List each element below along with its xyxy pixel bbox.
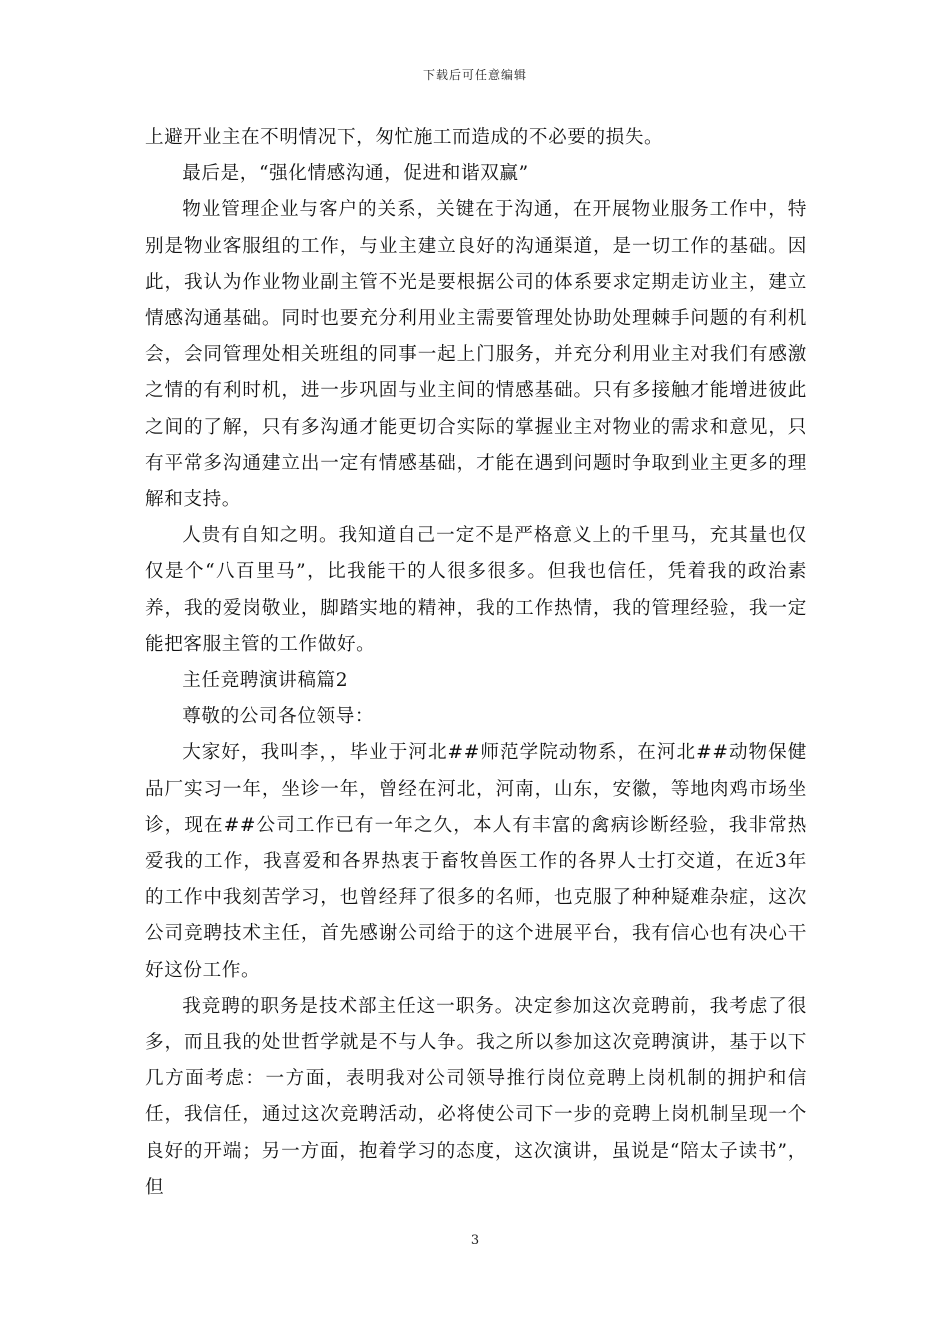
paragraph-8: 我竞聘的职务是技术部主任这一职务。决定参加这次竞聘前，我考虑了很多，而且我的处世哲学就是不与人争。我之所以参加这次竞聘演讲，基于以下几方面考虑：一方面，表明我对公司领导推行岗位竞聘上岗机制的拥护和信任，我信任，通过这次竞聘活动，必将使公司下一步的竞聘上岗机制呈现一个良好的开端；另一方面，抱着学习的态度，这次演讲，虽说是“陪太子读书”，但 (145, 995, 807, 1198)
section-heading: 主任竞聘演讲稿篇2 (182, 670, 349, 692)
salutation: 尊敬的公司各位领导： (182, 706, 375, 728)
paragraph-2: 最后是，“强化情感沟通，促进和谐双赢” (182, 163, 529, 185)
paragraph-4: 人贵有自知之明。我知道自己一定不是严格意义上的千里马，充其量也仅仅是个“八百里马”，比我能干的人很多很多。但我也信任，凭着我的政治素养，我的爱岗敬业，脚踏实地的精神，我的工作热情，我的管理经验，我一定能把客服主管的工作做好。 (145, 525, 807, 655)
page-number: 3 (470, 1233, 480, 1248)
document-body (145, 120, 807, 1206)
paragraph-3: 物业管理企业与客户的关系，关键在于沟通，在开展物业服务工作中，特别是物业客服组的工作，与业主建立良好的沟通渠道，是一切工作的基础。因此，我认为作业物业副主管不光是要根据公司的体系要求定期走访业主，建立情感沟通基础。同时也要充分利用业主需要管理处协助处理棘手问题的有利机会，会同管理处相关班组的同事一起上门服务，并充分利用业主对我们有感激之情的有利时机，进一步巩固与业主间的情感基础。只有多接触才能增进彼此之间的了解，只有多沟通才能更切合实际的掌握业主对物业的需求和意见，只有平常多沟通建立出一定有情感基础，才能在遇到问题时争取到业主更多的理解和支持。 (145, 199, 807, 511)
page-header: 下载后可任意编辑 (422, 68, 527, 82)
paragraph-1: 上避开业主在不明情况下，匆忙施工而造成的不必要的损失。 (145, 127, 664, 148)
paragraph-7: 大家好，我叫李，，毕业于河北##师范学院动物系，在河北##动物保健品厂实习一年，坐诊一年，曾经在河北，河南，山东，安徽，等地肉鸡市场坐诊，现在##公司工作已有一年之久，本人有丰富的禽病诊断经验，我非常热爱我的工作，我喜爱和各界热衷于畜牧兽医工作的各界人士打交道，在近3年的工作中我刻苦学习，也曾经拜了很多的名师，也克服了种种疑难杂症，这次公司竞聘技术主任，首先感谢公司给于的这个进展平台，我有信心也有决心干好这份工作。 (145, 742, 807, 981)
